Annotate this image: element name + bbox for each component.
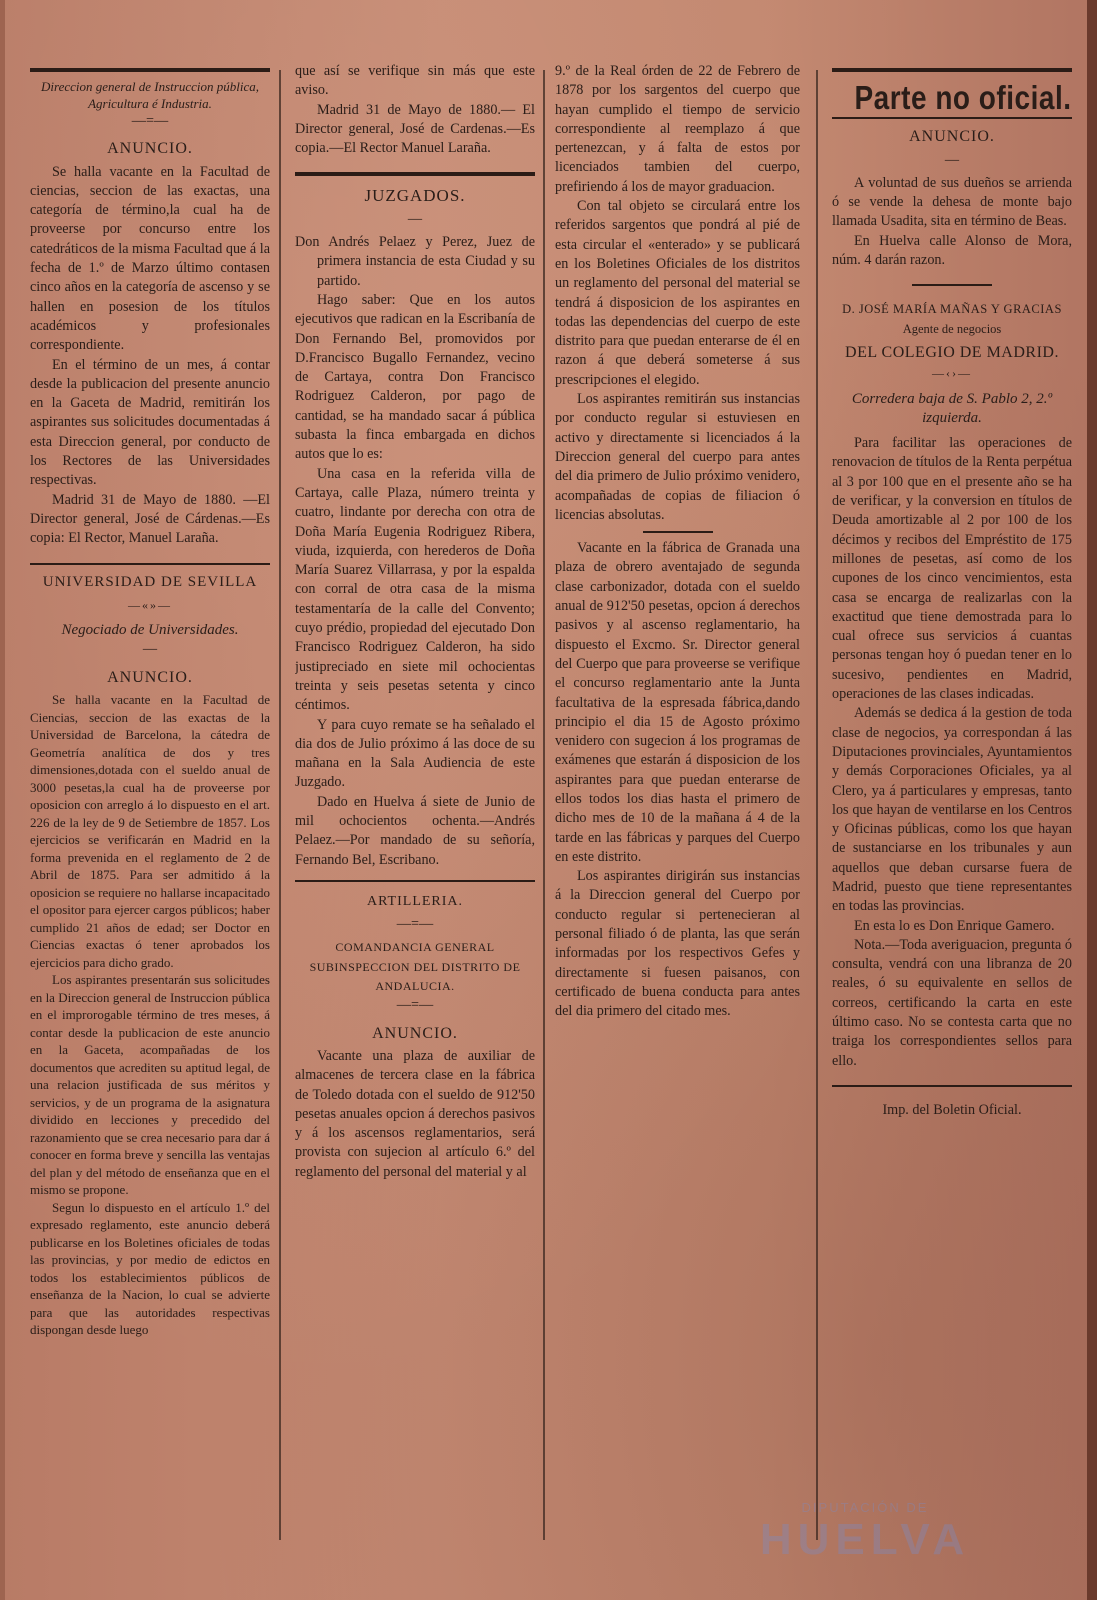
artilleria-title: ARTILLERIA. [366,893,464,909]
bottom-rule [832,1085,1072,1087]
signature: Madrid 31 de Mayo de 1880.— El Director general, José de Cardenas.—Es copia.—El Rector Manuel Laraña. [295,101,535,157]
page-right-edge [1087,0,1097,1600]
watermark-main: HUELVA [759,1515,971,1564]
top-rule [832,68,1072,72]
anuncio-2-paragraph-2: Los aspirantes presentarán sus solicitudes en la Direccion general de Instruccion pública en el improrogable término de tres meses, á contar desde la publicacion de este anuncio en la Gaceta, acompañadas de los documentos que acrediten su aptitud legal, de una relacion justificada de sus méritos y servicios, y de un programa de la asignatura dividido en lecciones y precedido del razonamiento que se crea necesario para dar á conocer en forma breve y sencilla las ventajas del plan y del método de enseñanza que en el mismo se propone. [30,972,270,1198]
column-3 [555,62,800,1540]
top-rule [30,68,270,72]
ornament-dash: — [944,151,960,168]
anuncio-1-paragraph-2: En el término de un mes, á contar desde la publicacion del presente anuncio en la Gaceta de Madrid, remitirán los aspirantes sus solicitudes documentadas á esta Direccion general, por conducto de los Rectores de las Universidades respectivas. [30,356,270,489]
anuncio-title: ANUNCIO. [372,1024,458,1042]
dehesa-address: En Huelva calle Alonso de Mora, núm. 4 darán razon. [832,232,1072,269]
col3-paragraph-3: Los aspirantes remitirán sus instancias por conducto regular si estuviesen en activo y directamente si licenciados á la Direccion general del cuerpo para antes del dia primero de Julio próximo venidero, acompañadas de copias de filiacion ó licencias absolutas. [555,391,800,523]
juzgado-paragraph-1: Hago saber: Que en los autos ejecutivos que radican en la Escribanía de Don Fernando Bel, promovidos por D.Francisco Bugallo Fernandez, vecino de Cartaya, contra Don Francisco Rodriguez Calderon, por pago de cantidad, se ha mandado sacar á pública subasta la finca embargada en dichos autos que lo es: [295,291,535,463]
page-left-edge [0,0,5,1600]
ornament-dash-2: —=— [396,997,434,1014]
col3-paragraph-2: Con tal objeto se circulará entre los referidos sargentos que pondrá al pié de esta circular el «enterado» y se publicará en los Boletines Oficiales de los distritos un reglamento del personal del material se tendrá á disposicion de los aspirantes en todas las dependencias del cuerpo de este distrito para que puedan enterarse de él en razon á que deberá someterse á sus prescripciones el elegido. [555,198,800,388]
anuncio-title-2: ANUNCIO. [107,668,193,686]
ornament-equal: —=— [396,916,434,933]
anuncio-title: ANUNCIO. [909,128,995,146]
section-rule-2 [295,880,535,882]
watermark-sub: DIPUTACIÓN DE [801,1500,929,1515]
col3-paragraph-1: 9.º de la Real órden de 22 de Febrero de 1878 por los sargentos del cuerpo que hayan cumplido el tiempo de servicio correspondiente al reemplazo á que pertenezcan, y á falta de estos por licenciados tambien del cuerpo, prefiriendo á los de mayor graduacion. [555,63,800,195]
agent-role: Agente de negocios [902,321,1002,336]
column-divider-1 [279,70,281,1540]
parte-no-oficial-title: Parte no oficial. [854,78,1072,117]
juzgado-paragraph-4: Dado en Huelva á siete de Junio de mil ochocientos ochenta.—Andrés Pelaez.—Por mandado de su señoría, Fernando Bel, Escribano. [295,793,535,868]
agent-paragraph-1: Para facilitar las operaciones de renovacion de títulos de la Renta perpétua al 3 por 100 que en el presente año se ha de verificar, y la conversion en títulos de Deuda amortizable al 2 por 100 de los décimos y recibos del Empréstito de 175 millones de pesetas, así como de los cupones de los cinco vencimientos, esta casa se encarga de realizarlas con la exactitud que tiene demostrada para lo cual ofrece sus servicios á cuantas personas tengan hoy ó puedan tener en lo sucesivo, pendientes en Madrid, operaciones de las clases indicadas. [832,435,1072,703]
ornament-dash: — [407,210,423,227]
juzgados-title: JUZGADOS. [364,186,466,206]
section-rule [912,284,992,286]
col3-paragraph-5: Los aspirantes dirigirán sus instancias á la Direccion general del Cuerpo por conducto regular si pertenecieran al personal filiado ó de planta, las que serán informadas por los respectivos Gefes y directamente si fuesen paisanos, con certificado de buena conducta para antes del dia primero del citado mes. [555,868,800,1020]
anuncio-title-1: ANUNCIO. [107,140,193,158]
artilleria-paragraph: Vacante una plaza de auxiliar de almacenes de tercera clase en la fábrica de Toledo dotada con el sueldo de 912'50 pesetas anuales opcion á derechos pasivos y á los ascensos reglamentarios, será provista con sujecion al artículo 6.º del reglamento del personal del material y al [295,1047,535,1180]
juzgado-paragraph-3: Y para cuyo remate se ha señalado el dia dos de Julio próximo á las doce de su mañana en la Sala Audiencia de este Juzgado. [295,716,535,791]
agent-name: D. JOSÉ MARÍA MAÑAS Y GRACIAS [842,302,1062,317]
anuncio-1-paragraph-1: Se halla vacante en la Facultad de ciencias, seccion de las exactas, una categoría de término,la cual ha de proveerse por concurso entre los catedráticos de la misma Facultad que á la fecha de 1.º de Marzo último contasen cinco años en la categoría de ascenso y se hallen en posesion de los títulos académicos y profesionales correspondiente. [30,163,270,354]
archive-watermark [700,1500,1030,1580]
column-1 [30,62,270,1540]
juzgado-paragraph-2: Una casa en la referida villa de Cartaya, calle Plaza, número treinta y cuatro, lindante por derecha con otra de Doña María Eugenia Rodriguez Ribera, viuda, izquierda, con herederos de Doña María Suarez Villarrasa, y por la espalda con corral de otra casa de la misma testamentaría de la calle del Convento; cuyo prédio, propiedad del ejecutado Don Francisco Rodriguez Calderon, ha sido justipreciado en siete mil ochocientas treinta y seis pesetas setenta y cinco céntimos. [295,465,535,714]
comandancia-title: COMANDANCIA GENERAL SUBINSPECCION DEL DISTRITO DE ANDALUCIA. [309,940,521,994]
col3-paragraph-4: Vacante en la fábrica de Granada una plaza de obrero aventajado de segunda clase carbonizador, dotada con el sueldo anual de 912'50 pesetas, opcion á derechos pasivos y al ascenso reglamentario, ha dispuesto el Excmo. Sr. Director general del Cuerpo que para proveerse se verifique el concurso reglamentario ante la Junta facultativa de la espresada fábrica,dando principio el dia 15 de Agosto próximo venidero con sugecion á los programas de exámenes que estarán á disposicion de los aspirantes para que puedan enterarse de ellos todos los dias hasta el primero de dicho mes de 10 de la mañana á 4 de la tarde en las fábricas y parques del Cuerpo en este distrito. [555,540,800,865]
ornament-dash: —=— [131,113,169,129]
column-divider-2 [543,70,545,1540]
section-rule [30,563,270,565]
agent-note: Nota.—Toda averiguacion, pregunta ó consulta, vendrá con una libranza de 20 reales, ó su equivalente en sellos de correos, certificando la carta en este último caso. No se contesta carta que no traiga los correspondientes sellos para ello. [832,936,1072,1069]
dept-header: Direccion general de Instruccion pública, Agricultura é Industria. [41,79,259,111]
agent-college: DEL COLEGIO DE MADRID. [845,343,1059,361]
agent-address: Corredera baja de S. Pablo 2, 2.º izquierda. [851,390,1053,426]
agent-paragraph-2: Además se dedica á la gestion de toda clase de negocios, ya correspondan á las Diputaciones provinciales, Ayuntamientos y demás Corporaciones Oficiales, ya al Clero, ya á particulares y empresas, tanto los que hayan de ventilarse en los Centros y Oficinas públicas, como los que hayan de sustanciarse en los tribunales y aun aquellos que deban cursarse fuera de Madrid, puesto que tiene representantes en todas las provincias. [832,705,1072,915]
title-rule [832,117,1072,119]
column-divider-3 [816,70,818,1540]
section-rule [643,531,713,533]
continuation-text: que así se verifique sin más que este aviso. [295,63,535,99]
judge-name: Don Andrés Pelaez y Perez, Juez de primera instancia de esta Ciudad y su partido. [295,234,535,289]
column-4 [832,62,1072,1540]
anuncio-2-paragraph-1: Se halla vacante en la Facultad de Ciencias, seccion de las exactas de la Universidad de Barcelona, la cátedra de Geometría analítica de dos y tres dimensiones,dotada con el sueldo anual de 3000 pesetas,la cual ha de proveerse por oposicion con arreglo á lo dispuesto en el art. 226 de la ley de 9 de Setiembre de 1857. Los ejercicios se verificarán en Madrid en la forma prevenida en el reglamento de 2 de Abril de 1875. Para ser admitido á la oposicion se requiere no hallarse incapacitado el opositor para ejercer cargos públicos; haber cumplido 21 años de edad; ser Doctor en Ciencias exactas ó tener aprobados los ejercicios para dicho grado. [30,692,270,970]
ornament: —‹›— [932,366,972,381]
ornament: —«»— [128,597,172,612]
agent-paragraph-3: En esta lo es Don Enrique Gamero. [854,917,1055,934]
imprenta-credit: Imp. del Boletin Oficial. [882,1101,1022,1118]
negociado-title: Negociado de Universidades. [61,622,239,639]
column-2 [295,62,535,1540]
dehesa-paragraph: A voluntad de sus dueños se arrienda ó se vende la dehesa de monte bajo llamada Usadita, sita en término de Beas. [832,174,1072,230]
university-title: UNIVERSIDAD DE SEVILLA [42,573,258,590]
ornament-dash-2: — [142,641,158,658]
anuncio-2-paragraph-3: Segun lo dispuesto en el artículo 1.º del expresado reglamento, este anuncio deberá publicarse en los Boletines oficiales de todas las provincias, y por medio de edictos en todos los establecimientos públicos de enseñanza de la Nacion, lo cual se advierte para que las autoridades respectivas dispongan desde luego [30,1199,270,1338]
section-rule [295,172,535,176]
anuncio-1-signature: Madrid 31 de Mayo de 1880. —El Director general, José de Cárdenas.—Es copia: El Rector, Manuel Laraña. [30,491,270,547]
